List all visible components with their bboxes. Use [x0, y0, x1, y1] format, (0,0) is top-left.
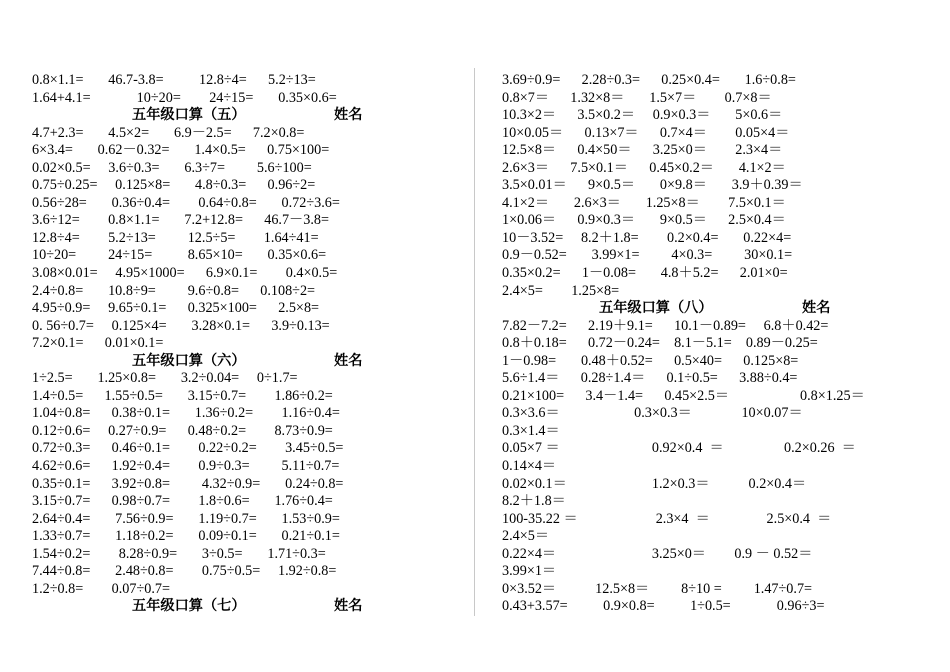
problem-row: 0.8×1.1= 46.7-3.8= 12.8÷4= 5.2÷13= — [32, 72, 316, 88]
section-title: 五年级口算（六） — [132, 352, 246, 369]
problem-row: 12.8÷4= 5.2÷13= 12.5÷5= 1.64÷41= — [32, 229, 319, 246]
problem-row: 0.56÷28= 0.36÷0.4= 0.64÷0.8= 0.72÷3.6= — [32, 194, 340, 211]
problem-row: 1.2÷0.8= 0.07÷0.7= — [32, 580, 170, 597]
problem-row: 7.82－7.2= 2.19＋9.1= 10.1－0.89= 6.8＋0.42= — [502, 317, 829, 334]
section-heading — [502, 300, 922, 318]
problem-row: 0.05×7 ＝ 0.92×0.4 ＝ 0.2×0.26 ＝ — [502, 440, 856, 457]
problem-row: 6×3.4= 0.62－0.32= 1.4×0.5= 0.75×100= — [32, 142, 330, 159]
section-title: 五年级口算（八） — [599, 300, 713, 317]
problem-row: 0.21×100= 3.4－1.4= 0.45×2.5＝ 0.8×1.25＝ — [502, 387, 865, 404]
problem-row: 1－0.98= 0.48＋0.52= 0.5×40= 0.125×8= — [502, 352, 799, 369]
problem-row: 3.08×0.01= 4.95×1000= 6.9×0.1= 0.4×0.5= — [32, 265, 338, 282]
problem-row: 100-35.22 ＝ 2.3×4 ＝ 2.5×0.4 ＝ — [502, 510, 832, 527]
problem-row: 0.22×4＝ 3.25×0＝ 0.9 － 0.52＝ — [502, 545, 813, 562]
problem-row: 0.8×7＝ 1.32×8＝ 1.5×7＝ 0.7×8＝ — [502, 89, 772, 106]
problem-row: 10×0.05＝ 0.13×7＝ 0.7×4＝ 0.05×4＝ — [502, 124, 790, 141]
problem-row: 10－3.52= 8.2＋1.8= 0.2×0.4= 0.22×4= — [502, 229, 792, 246]
problem-row: 4.1×2＝ 2.6×3＝ 1.25×8＝ 7.5×0.1＝ — [502, 194, 786, 211]
problem-row: 3.5×0.01＝ 9×0.5＝ 0×9.8＝ 3.9＋0.39＝ — [502, 177, 803, 194]
problem-row: 0.14×4＝ — [502, 458, 557, 475]
problem-row: 4.95÷0.9= 9.65÷0.1= 0.325×100= 2.5×8= — [32, 300, 320, 317]
problem-row: 0.3×3.6＝ 0.3×0.3＝ 10×0.07＝ — [502, 405, 803, 422]
problem-row: 0.72÷0.3= 0.46÷0.1= 0.22÷0.2= 3.45÷0.5= — [32, 440, 344, 457]
problem-row: 3.15÷0.7= 0.98÷0.7= 1.8÷0.6= 1.76÷0.4= — [32, 493, 333, 510]
problem-row: 5.6÷1.4＝ 0.28÷1.4＝ 0.1÷0.5= 3.88÷0.4= — [502, 370, 798, 387]
problem-row: 2.6×3＝ 7.5×0.1＝ 0.45×0.2＝ 4.1×2＝ — [502, 159, 786, 176]
problem-row: 2.4×5＝ — [502, 528, 550, 545]
problem-row: 1×0.06＝ 0.9×0.3＝ 9×0.5＝ 2.5×0.4＝ — [502, 212, 786, 229]
left-column — [32, 72, 472, 616]
problem-row: 1.33÷0.7= 1.18÷0.2= 0.09÷0.1= 0.21÷0.1= — [32, 528, 340, 545]
column-divider — [474, 68, 475, 616]
problem-row: 7.44÷0.8= 2.48÷0.8= 0.75÷0.5= 1.92÷0.8= — [32, 563, 337, 580]
problem-row: 1.64+4.1= 10÷20= 24÷15= 0.35×0.6= — [32, 89, 337, 106]
problem-row: 0.43+3.57= 0.9×0.8= 1÷0.5= 0.96÷3= — [502, 598, 825, 615]
problem-row: 0.75÷0.25= 0.125×8= 4.8÷0.3= 0.96÷2= — [32, 177, 316, 194]
section-heading — [32, 353, 472, 371]
problem-row: 3.69÷0.9= 2.28÷0.3= 0.25×0.4= 1.6÷0.8= — [502, 72, 796, 88]
problem-row: 0.3×1.4＝ — [502, 422, 560, 439]
section-title: 五年级口算（五） — [132, 107, 246, 124]
problem-row: 0.02×0.1＝ 1.2×0.3＝ 0.2×0.4＝ — [502, 475, 807, 492]
name-label: 姓名 — [334, 107, 363, 124]
problem-row: 0×3.52＝ 12.5×8＝ 8÷10 = 1.47÷0.7= — [502, 580, 813, 597]
problem-row: 1.4÷0.5= 1.55÷0.5= 3.15÷0.7= 1.86÷0.2= — [32, 387, 333, 404]
name-label: 姓名 — [334, 352, 363, 369]
problem-row: 2.4×5= 1.25×8= — [502, 282, 620, 299]
section-title: 五年级口算（七） — [132, 598, 246, 615]
problem-row: 2.64÷0.4= 7.56÷0.9= 1.19÷0.7= 1.53÷0.9= — [32, 510, 340, 527]
problem-row: 7.2×0.1= 0.01×0.1= — [32, 335, 164, 352]
problem-row: 3.99×1＝ — [502, 563, 557, 580]
right-column — [502, 72, 922, 616]
problem-row: 10.3×2＝ 3.5×0.2＝ 0.9×0.3＝ 5×0.6＝ — [502, 107, 783, 124]
problem-row: 0.12÷0.6= 0.27÷0.9= 0.48÷0.2= 8.73÷0.9= — [32, 422, 333, 439]
problem-row: 8.2＋1.8＝ — [502, 493, 566, 510]
problem-row: 12.5×8＝ 0.4×50＝ 3.25×0＝ 2.3×4＝ — [502, 142, 783, 159]
problem-row: 4.7+2.3= 4.5×2= 6.9－2.5= 7.2×0.8= — [32, 124, 305, 141]
problem-row: 1.54÷0.2= 8.28÷0.9= 3÷0.5= 1.71÷0.3= — [32, 545, 326, 562]
problem-row: 0.8＋0.18= 0.72－0.24= 8.1－5.1= 0.89－0.25= — [502, 335, 818, 352]
problem-row: 3.6÷12= 0.8×1.1= 7.2+12.8= 46.7－3.8= — [32, 212, 329, 229]
name-label: 姓名 — [802, 300, 831, 317]
problem-row: 0.35÷0.1= 3.92÷0.8= 4.32÷0.9= 0.24÷0.8= — [32, 475, 344, 492]
problem-row: 0.35×0.2= 1－0.08= 4.8＋5.2= 2.01×0= — [502, 265, 788, 282]
problem-row: 0.9－0.52= 3.99×1= 4×0.3= 30×0.1= — [502, 247, 793, 264]
problem-row: 1÷2.5= 1.25×0.8= 3.2÷0.04= 0÷1.7= — [32, 370, 298, 387]
section-heading — [32, 107, 472, 125]
name-label: 姓名 — [334, 598, 363, 615]
problem-row: 10÷20= 24÷15= 8.65×10= 0.35×0.6= — [32, 247, 327, 264]
section-heading — [32, 598, 472, 616]
problem-row: 2.4÷0.8= 10.8÷9= 9.6÷0.8= 0.108÷2= — [32, 282, 316, 299]
problem-row: 4.62÷0.6= 1.92÷0.4= 0.9÷0.3= 5.11÷0.7= — [32, 458, 340, 475]
problem-row: 0. 56÷0.7= 0.125×4= 3.28×0.1= 3.9÷0.13= — [32, 317, 330, 334]
problem-row: 1.04÷0.8= 0.38÷0.1= 1.36÷0.2= 1.16÷0.4= — [32, 405, 340, 422]
problem-row: 0.02×0.5= 3.6÷0.3= 6.3÷7= 5.6÷100= — [32, 159, 312, 176]
